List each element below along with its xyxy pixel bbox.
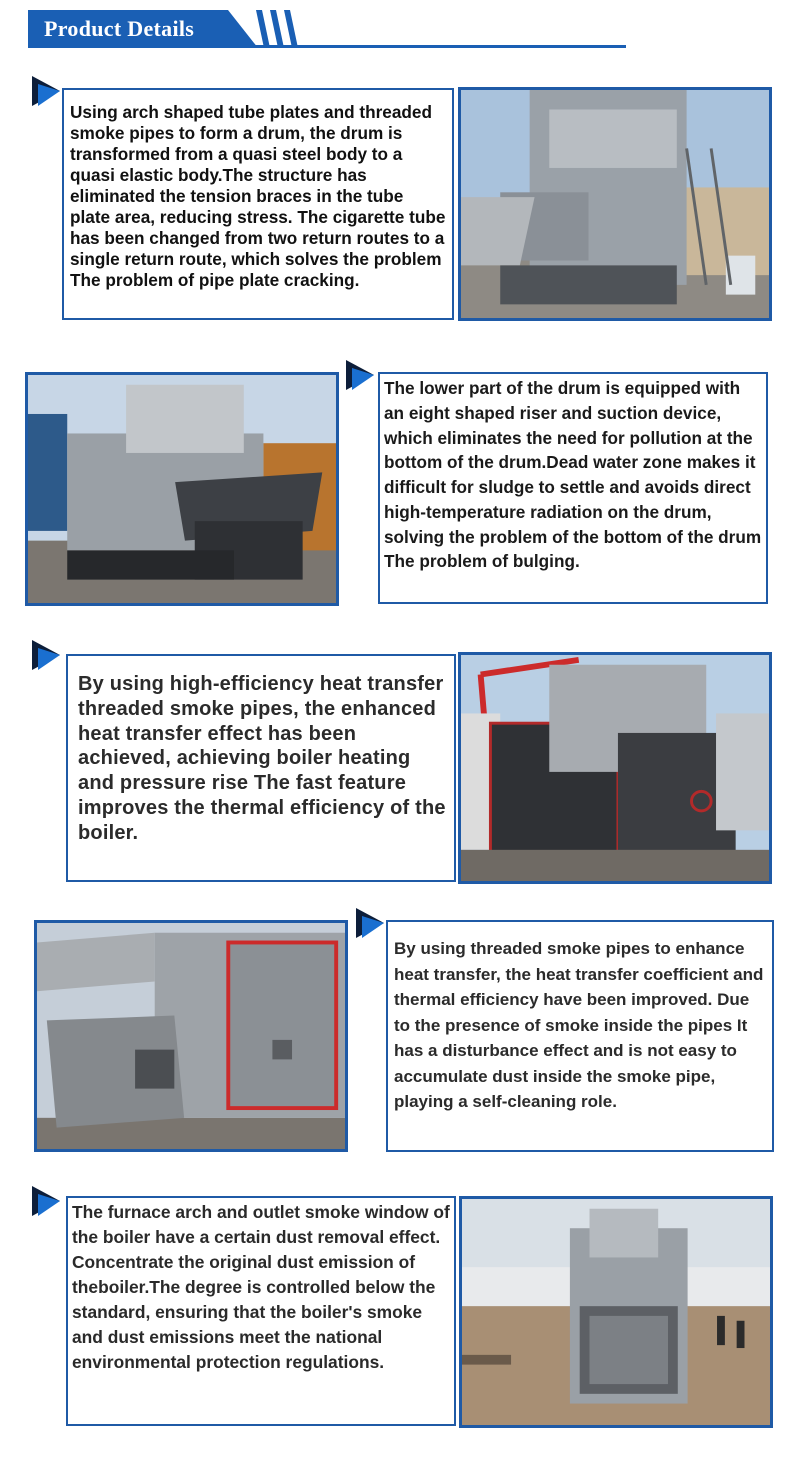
boiler-photo [25,372,339,606]
feature-text-box [66,654,456,882]
header-underline [28,45,626,48]
play-marker-icon [30,74,62,108]
play-marker-icon [354,906,386,940]
feature-text: The lower part of the drum is equipped with an eight shaped riser and suction device, which eliminates the need for pollution at the bottom of the drum.Dead water zone makes it difficult for sludge to settle and avoids direct high-temperature radiation on the drum, solving the problem of the bottom of the drum The problem of bulging. [384,378,762,572]
feature-text: The furnace arch and outlet smoke window of the boiler have a certain dust removal effect. Concentrate the original dust emission of theboiler.The degree is controlled below the standard, ensuring that the boiler's smoke and dust emissions meet the national environmental protection regulations. [72,1202,450,1373]
boiler-photo [459,1196,773,1428]
section-header [0,0,800,60]
feature-text-box [62,88,454,320]
feature-text-box [378,372,768,604]
feature-text-box [386,920,774,1152]
feature-text: Using arch shaped tube plates and threaded smoke pipes to form a drum, the drum is transformed from a quasi steel body to a quasi elastic body.The structure has eliminated the tension braces in the tube plate area, reducing stress. The cigarette tube has been changed from two return routes to a single return route, which solves the problem The problem of pipe plate cracking. [70,102,446,290]
feature-text: By using threaded smoke pipes to enhance heat transfer, the heat transfer coefficient and thermal efficiency have been improved. Due to the presence of smoke inside the pipes It has a disturbance effect and is not easy to accumulate dust inside the smoke pipe, playing a self-cleaning role. [394,939,764,1111]
boiler-photo [458,652,772,884]
boiler-photo [34,920,348,1152]
header-stripe [256,10,270,48]
feature-text: By using high-efficiency heat transfer threaded smoke pipes, the enhanced heat transfer effect has been achieved, achieving boiler heating and pressure rise The fast feature improves the thermal efficiency of the boiler. [78,673,446,844]
header-stripe [284,10,298,48]
play-marker-icon [30,1184,62,1218]
header-stripe [270,10,284,48]
page-title: Product Details [44,16,195,41]
play-marker-icon [344,358,376,392]
boiler-photo [458,87,772,321]
feature-text-box [66,1196,456,1426]
play-marker-icon [30,638,62,672]
